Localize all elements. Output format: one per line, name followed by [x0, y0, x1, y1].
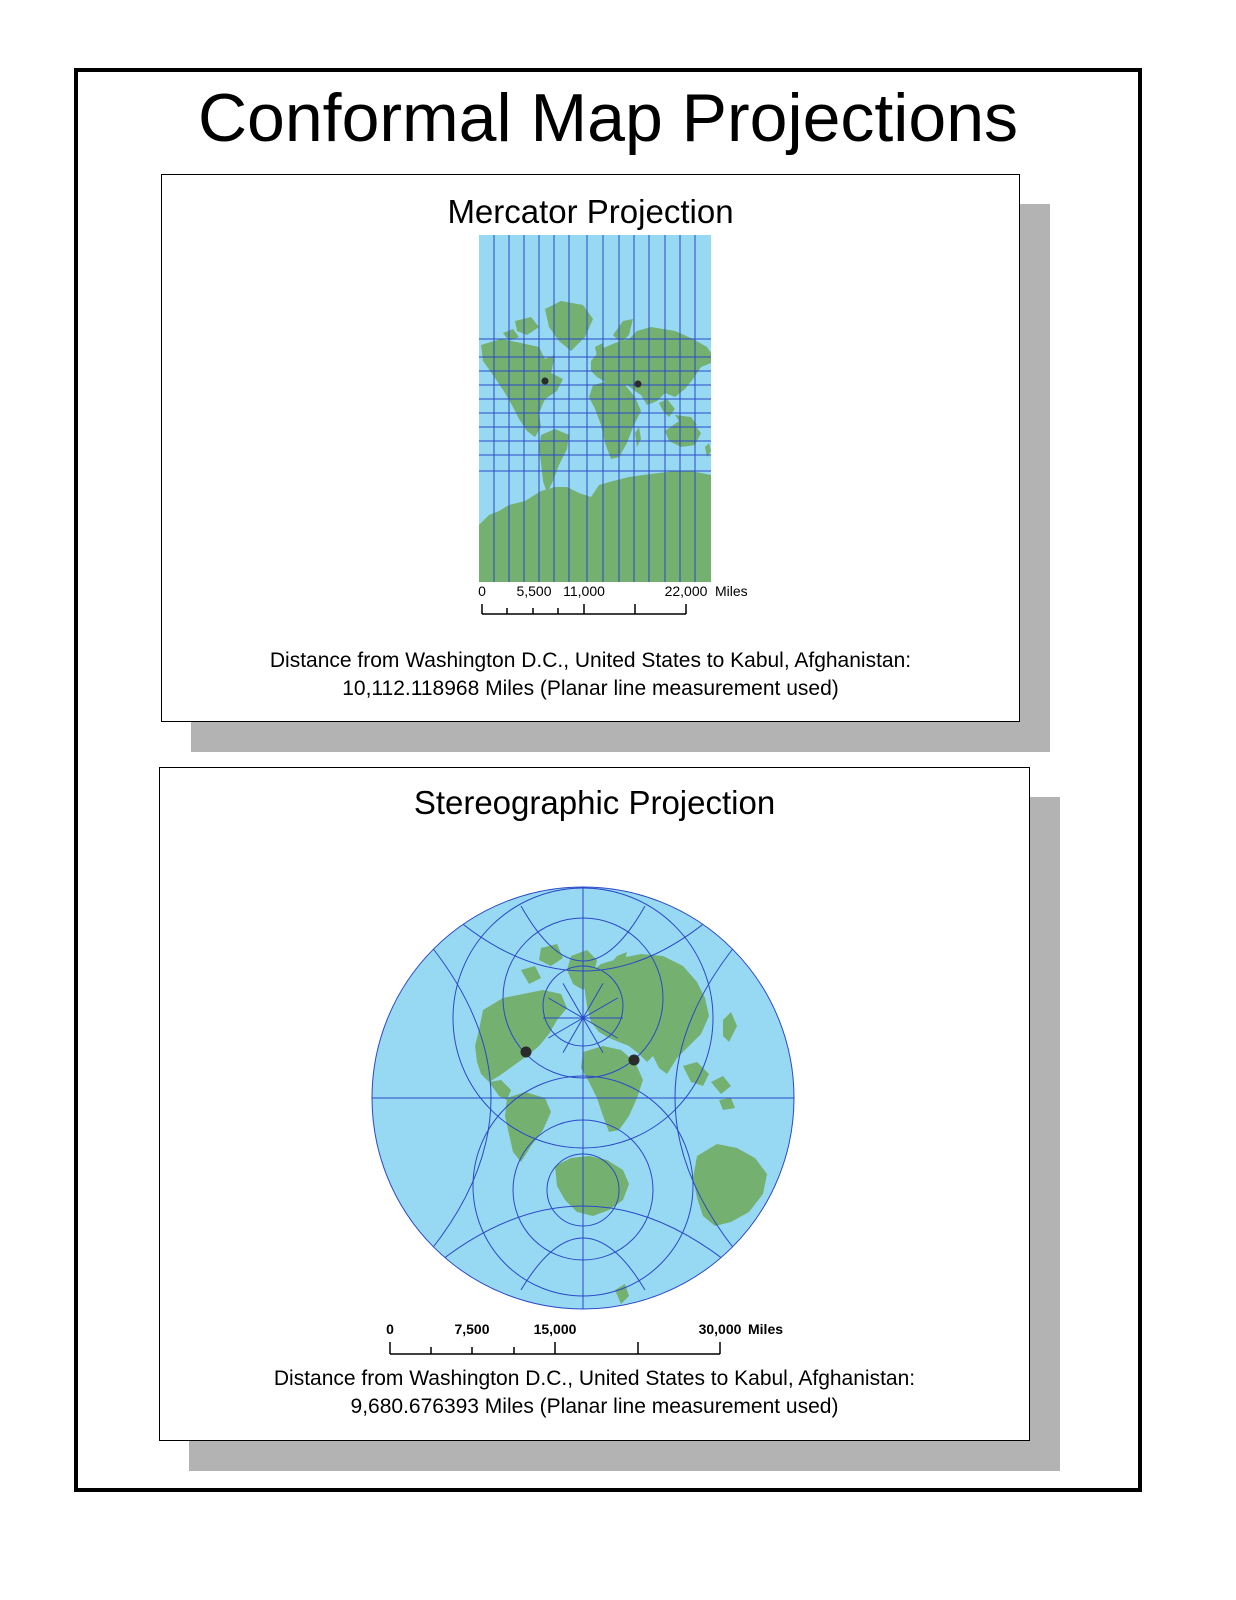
- stereographic-title: Stereographic Projection: [413, 784, 776, 821]
- stereographic-map: [371, 886, 795, 1310]
- stereographic-kabul-point: [629, 1055, 640, 1066]
- stereo-scale-unit: Miles: [748, 1321, 784, 1337]
- mercator-distance-line2: 10,112.118968 Miles (Planar line measurement used): [342, 677, 839, 700]
- mercator-scale-unit: Miles: [715, 583, 748, 599]
- stereo-scale-label-2: 15,000: [533, 1321, 577, 1337]
- mercator-distance-text: [162, 647, 1019, 703]
- stereographic-distance-line1: Distance from Washington D.C., United States to Kabul, Afghanistan:: [273, 1367, 916, 1390]
- stereo-scale-label-0: 0: [386, 1321, 394, 1337]
- stereographic-washington-point: [521, 1047, 532, 1058]
- mercator-scale-label-0: 0: [478, 583, 486, 599]
- mercator-distance-line1: Distance from Washington D.C., United States to Kabul, Afghanistan:: [269, 649, 912, 672]
- stereo-scale-ticks: [390, 1342, 720, 1354]
- mercator-scale-bar: [470, 580, 770, 620]
- stereographic-scale-bar: [376, 1318, 816, 1360]
- mercator-kabul-point: [635, 381, 642, 388]
- mercator-scale-label-2: 11,000: [563, 583, 605, 599]
- stereo-scale-label-1: 7,500: [454, 1321, 490, 1337]
- stereographic-distance-text: [160, 1365, 1029, 1421]
- mercator-scale-label-1: 5,500: [516, 583, 552, 599]
- mercator-map: [479, 235, 711, 582]
- page-title: Conformal Map Projections: [197, 80, 1019, 156]
- mercator-scale-label-3: 22,000: [664, 583, 708, 599]
- mercator-scale-ticks: [482, 604, 686, 614]
- mercator-washington-point: [542, 378, 549, 385]
- stereo-scale-label-3: 30,000: [698, 1321, 742, 1337]
- mercator-title: Mercator Projection: [447, 193, 734, 230]
- stereographic-distance-line2: 9,680.676393 Miles (Planar line measurement used): [350, 1395, 839, 1418]
